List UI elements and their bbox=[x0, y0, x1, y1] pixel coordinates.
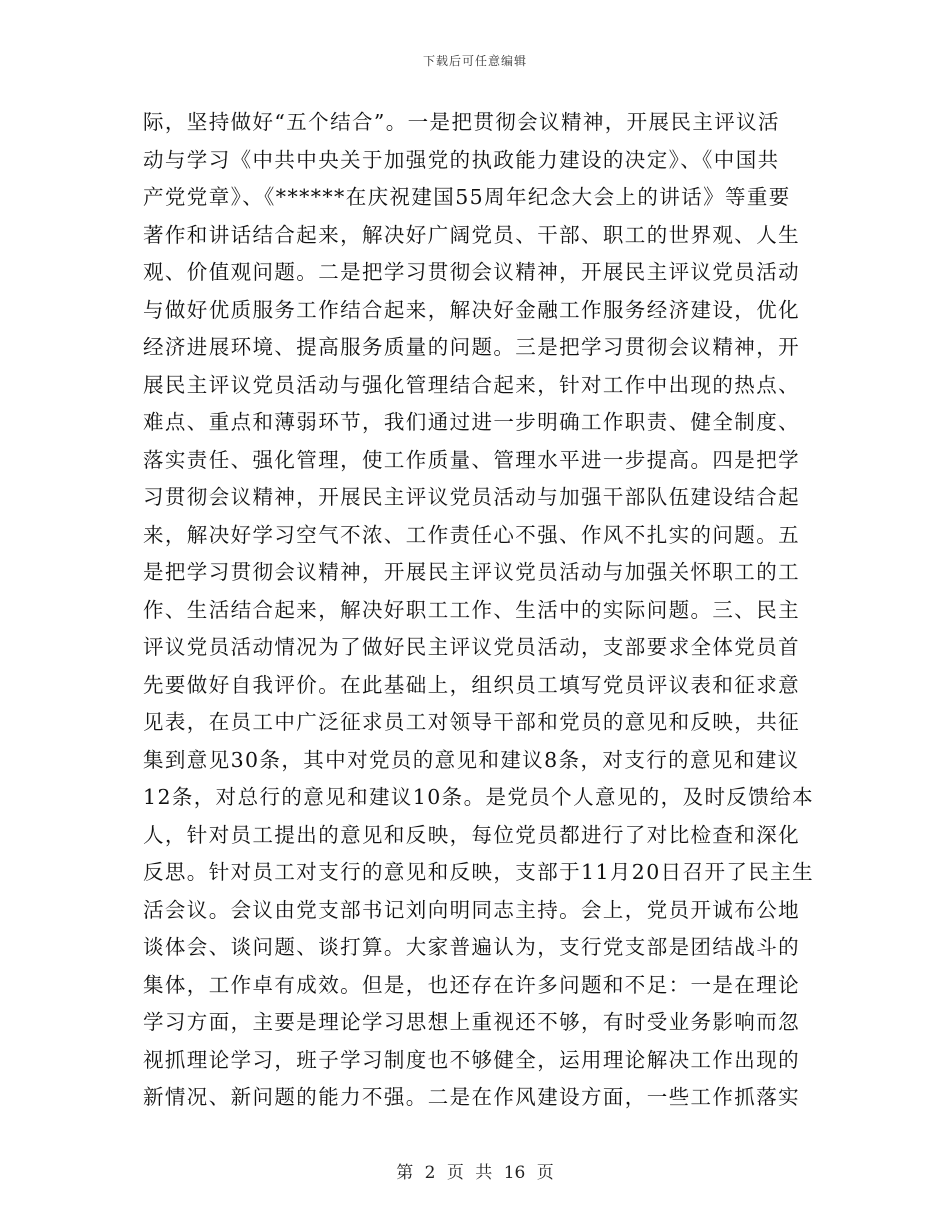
body-line: 见表，在员工中广泛征求员工对领导干部和党员的意见和反映，共征 bbox=[143, 710, 800, 734]
body-line: 产党党章》、《******在庆祝建国55周年纪念大会上的讲话》等重要 bbox=[143, 185, 791, 209]
body-line: 谈体会、谈问题、谈打算。大家普遍认为，支行党支部是团结战斗的 bbox=[143, 935, 800, 959]
body-line: 习贯彻会议精神，开展民主评议党员活动与加强干部队伍建设结合起 bbox=[143, 485, 800, 509]
body-line: 经济进展环境、提高服务质量的问题。三是把学习贯彻会议精神，开 bbox=[143, 335, 800, 359]
body-line: 集体，工作卓有成效。但是，也还存在许多问题和不足：一是在理论 bbox=[143, 972, 800, 997]
body-line: 评议党员活动情况为了做好民主评议党员活动，支部要求全体党员首 bbox=[143, 635, 800, 659]
body-line: 先要做好自我评价。在此基础上，组织员工填写党员评议表和征求意 bbox=[143, 672, 800, 697]
document-body bbox=[143, 104, 813, 1117]
body-line: 动与学习《中共中央关于加强党的执政能力建设的决定》、《中国共 bbox=[143, 147, 780, 172]
body-line: 观、价值观问题。二是把学习贯彻会议精神，开展民主评议党员活动 bbox=[143, 260, 800, 284]
body-line: 来，解决好学习空气不浓、工作责任心不强、作风不扎实的问题。五 bbox=[143, 522, 800, 547]
body-line: 新情况、新问题的能力不强。二是在作风建设方面，一些工作抓落实 bbox=[143, 1085, 800, 1109]
page-header-note: 下载后可任意编辑 bbox=[422, 54, 527, 68]
body-line: 12条，对总行的意见和建议10条。是党员个人意见的，及时反馈给本 bbox=[143, 785, 814, 809]
body-line: 展民主评议党员活动与强化管理结合起来，针对工作中出现的热点、 bbox=[143, 372, 800, 397]
body-line: 学习方面，主要是理论学习思想上重视还不够，有时受业务影响而忽 bbox=[143, 1010, 800, 1034]
body-line: 与做好优质服务工作结合起来，解决好金融工作服务经济建设，优化 bbox=[143, 297, 800, 322]
body-line: 反思。针对员工对支行的意见和反映，支部于11月20日召开了民主生 bbox=[143, 860, 814, 884]
body-line: 作、生活结合起来，解决好职工工作、生活中的实际问题。三、民主 bbox=[143, 597, 800, 622]
body-line: 集到意见30条，其中对党员的意见和建议8条，对支行的意见和建议 bbox=[143, 747, 800, 772]
body-line: 落实责任、强化管理，使工作质量、管理水平进一步提高。四是把学 bbox=[143, 447, 800, 472]
body-line: 视抓理论学习，班子学习制度也不够健全，运用理论解决工作出现的 bbox=[143, 1047, 800, 1072]
body-line: 难点、重点和薄弱环节，我们通过进一步明确工作职责、健全制度、 bbox=[143, 410, 800, 434]
body-line: 是把学习贯彻会议精神，开展民主评议党员活动与加强关怀职工的工 bbox=[143, 560, 800, 584]
body-line: 著作和讲话结合起来，解决好广阔党员、干部、职工的世界观、人生 bbox=[143, 222, 800, 247]
body-line: 活会议。会议由党支部书记刘向明同志主持。会上，党员开诚布公地 bbox=[143, 897, 800, 922]
body-line: 际，坚持做好“五个结合”。一是把贯彻会议精神，开展民主评议活 bbox=[143, 110, 780, 134]
body-line: 人，针对员工提出的意见和反映，每位党员都进行了对比检查和深化 bbox=[143, 822, 800, 847]
page-number-footer: 第 2 页 共 16 页 bbox=[396, 1163, 554, 1183]
